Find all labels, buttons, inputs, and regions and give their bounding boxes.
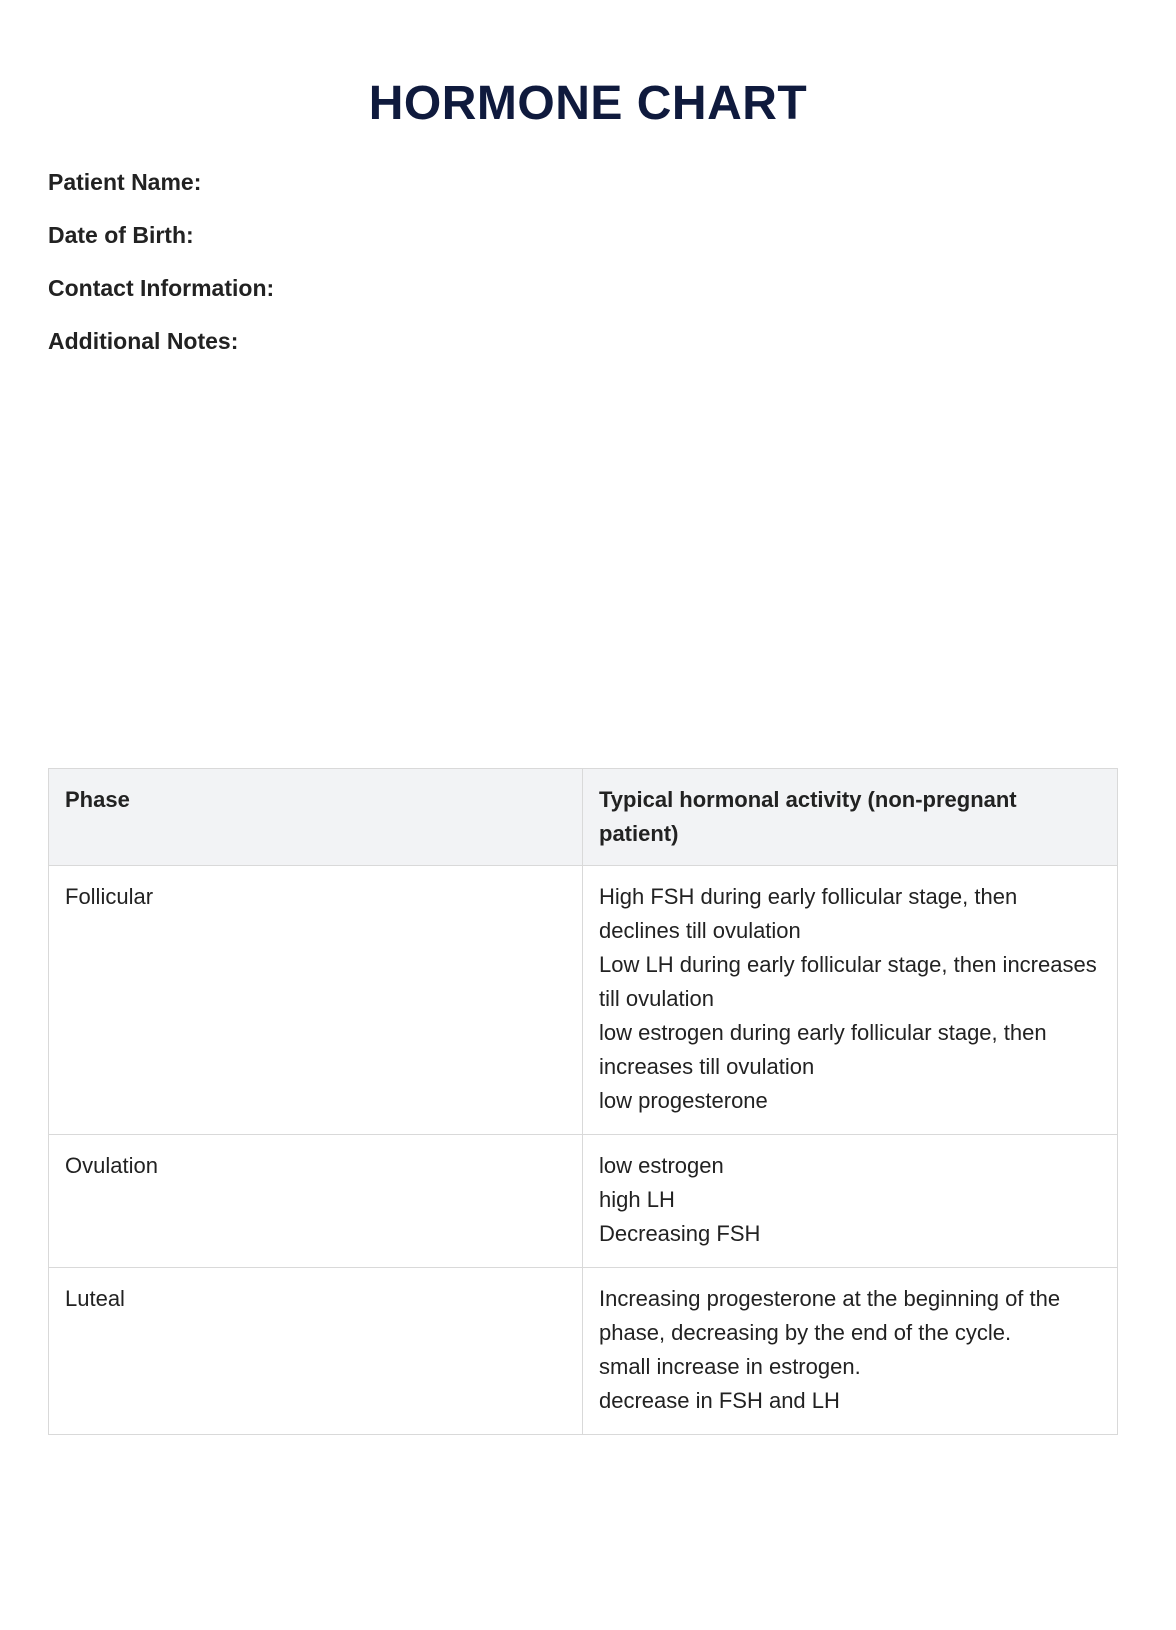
activity-line: small increase in estrogen.	[599, 1354, 861, 1379]
table-row-luteal	[49, 1268, 1118, 1435]
activity-line: decrease in FSH and LH	[599, 1388, 840, 1413]
activity-line: Decreasing FSH	[599, 1221, 761, 1246]
page-title: HORMONE CHART	[368, 77, 808, 130]
activity-line: high LH	[599, 1187, 675, 1212]
column-header-phase: Phase	[49, 769, 583, 866]
phase-cell: Follicular	[49, 866, 583, 1135]
phase-cell: Luteal	[49, 1268, 583, 1435]
contact-information-label: Contact Information:	[48, 275, 275, 301]
date-of-birth-label: Date of Birth:	[48, 222, 194, 248]
activity-line: Increasing progesterone at the beginning of the phase, decreasing by the end of the cycle.	[599, 1286, 1061, 1345]
activity-line: Low LH during early follicular stage, then increases till ovulation	[599, 952, 1097, 1011]
activity-line: High FSH during early follicular stage, then declines till ovulation	[599, 884, 1018, 943]
table-row-follicular	[49, 866, 1118, 1135]
hormone-phase-table	[48, 768, 1118, 1435]
table-header-row	[49, 769, 1118, 866]
activity-line: low estrogen	[599, 1153, 724, 1178]
patient-name-label: Patient Name:	[48, 169, 202, 195]
phase-cell: Ovulation	[49, 1135, 583, 1268]
activity-cell	[583, 1135, 1118, 1268]
additional-notes-label: Additional Notes:	[48, 328, 239, 354]
column-header-activity: Typical hormonal activity (non-pregnant patient)	[583, 769, 1118, 866]
activity-line: low progesterone	[599, 1088, 768, 1113]
activity-line: low estrogen during early follicular stage, then increases till ovulation	[599, 1020, 1047, 1079]
table-row-ovulation	[49, 1135, 1118, 1268]
activity-cell	[583, 1268, 1118, 1435]
activity-cell	[583, 866, 1118, 1135]
patient-info-section	[48, 168, 274, 380]
